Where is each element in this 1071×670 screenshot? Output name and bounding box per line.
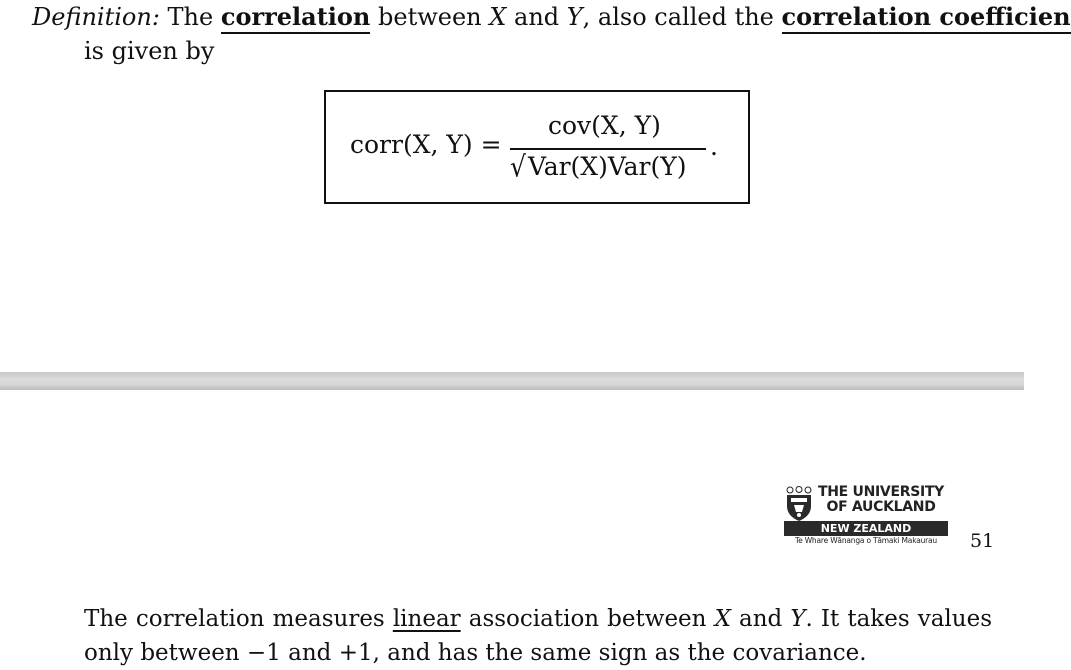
definition-label: Definition: — [32, 3, 160, 31]
body-text-a: The correlation measures — [84, 606, 385, 632]
logo-line-2: OF AUCKLAND — [826, 499, 936, 515]
body-paragraph — [84, 602, 992, 670]
definition-text-and: and — [514, 3, 560, 31]
definition-line-2: is given by — [84, 37, 215, 65]
crest-icon — [784, 486, 814, 522]
formula-lhs: corr(X, Y) = — [350, 130, 502, 159]
term-correlation: correlation — [221, 2, 371, 34]
logo-wordmark — [814, 485, 948, 515]
variable-x: X — [489, 3, 507, 31]
term-correlation-coefficient: correlation coefficien — [782, 2, 1071, 34]
body-variable-y: Y — [790, 606, 806, 632]
sqrt-icon: √ — [510, 149, 526, 184]
logo-country-band: NEW ZEALAND — [784, 521, 948, 536]
logo-line-1: THE UNIVERSITY — [818, 484, 944, 500]
definition-text-the: The — [167, 3, 214, 31]
page-number: 51 — [970, 530, 995, 552]
body-variable-x: X — [714, 606, 731, 632]
page-divider — [0, 372, 1024, 390]
definition-text-between: between — [378, 3, 482, 31]
body-text-d: . It takes values — [805, 606, 992, 632]
underlined-linear: linear — [392, 606, 461, 632]
university-logo — [784, 486, 948, 548]
formula-numerator: cov(X, Y) — [548, 111, 661, 140]
logo-maori-name: Te Whare Wānanga o Tāmaki Makaurau — [795, 536, 937, 545]
formula-period: . — [710, 132, 718, 161]
definition-text-also-called: , also called the — [582, 3, 774, 31]
formula-box — [324, 90, 750, 204]
formula-radicand: Var(X)Var(Y) — [528, 148, 687, 181]
body-line-2: only between −1 and +1, and has the same sign as the covariance. — [84, 640, 867, 666]
formula-denominator — [510, 149, 687, 184]
variable-y: Y — [566, 3, 583, 31]
body-text-b: association between — [468, 606, 707, 632]
body-line-1 — [84, 602, 992, 636]
definition-line-1 — [32, 2, 1071, 32]
body-text-c: and — [739, 606, 783, 632]
